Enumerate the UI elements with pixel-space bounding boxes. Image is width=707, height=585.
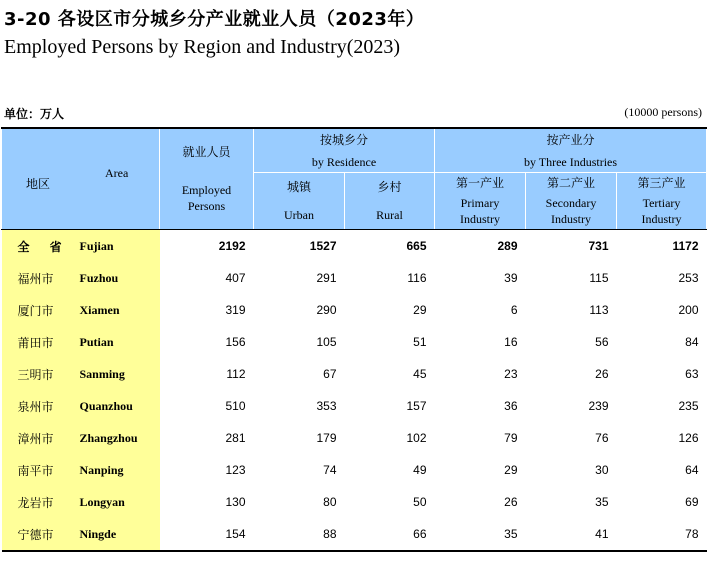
urban-header-cn: 城镇 (286, 180, 311, 194)
rural-header-en: Rural (376, 208, 403, 222)
area-header (2, 128, 160, 230)
region-name-cn: 泉州市 (2, 390, 74, 422)
region-name-cn: 南平市 (2, 454, 74, 486)
industries-header (435, 128, 707, 173)
secondary-header-en-2: Industry (551, 212, 591, 226)
region-name-en: Zhangzhou (74, 422, 160, 454)
primary-value: 39 (504, 271, 518, 285)
primary-value: 79 (504, 431, 518, 445)
table-row (2, 422, 707, 454)
region-name-cn: 漳州市 (2, 422, 74, 454)
region-name-cn: 全 省 (2, 230, 74, 263)
tertiary-value: 253 (678, 271, 699, 285)
employed-header (160, 128, 254, 230)
secondary-value: 76 (595, 431, 609, 445)
unit-label-chinese: 单位：万人 (4, 107, 65, 121)
region-name-cn: 龙岩市 (2, 486, 74, 518)
urban-value: 67 (323, 367, 337, 381)
employed-value: 2192 (218, 239, 246, 253)
primary-value: 23 (504, 367, 518, 381)
urban-value: 179 (316, 431, 337, 445)
table-row (2, 358, 707, 390)
urban-header (254, 173, 345, 230)
primary-value: 289 (497, 239, 518, 253)
unit-label-english: (10000 persons) (624, 105, 702, 119)
secondary-value: 115 (589, 271, 609, 285)
region-name-en: Nanping (74, 454, 160, 486)
tertiary-value: 126 (678, 431, 699, 445)
tertiary-value: 78 (617, 518, 707, 551)
secondary-value: 35 (595, 495, 609, 509)
employed-value: 112 (226, 367, 246, 381)
urban-value: 74 (323, 463, 337, 477)
primary-header-en-2: Industry (460, 212, 500, 226)
secondary-value: 26 (595, 367, 609, 381)
tertiary-value: 235 (678, 399, 699, 413)
region-name-en: Sanming (74, 358, 160, 390)
region-name-en: Fuzhou (74, 262, 160, 294)
primary-value: 16 (504, 335, 518, 349)
region-name-en: Longyan (74, 486, 160, 518)
table-row (2, 326, 707, 358)
region-name-cn: 宁德市 (2, 518, 74, 551)
area-header-en: Area (105, 166, 129, 180)
table-row (2, 390, 707, 422)
employed-value: 510 (225, 399, 246, 413)
table-row (2, 262, 707, 294)
employed-value: 123 (225, 463, 246, 477)
secondary-value: 239 (588, 399, 609, 413)
table-row (2, 294, 707, 326)
region-name-cn: 厦门市 (2, 294, 74, 326)
table-row-total (2, 230, 707, 263)
table-row (2, 518, 707, 551)
primary-value: 35 (435, 518, 526, 551)
urban-value: 353 (316, 399, 337, 413)
rural-value: 45 (413, 367, 427, 381)
region-name-en: Fujian (74, 230, 160, 263)
employed-header-en-2: Persons (187, 199, 226, 213)
region-name-cn: 莆田市 (2, 326, 74, 358)
employed-value: 407 (225, 271, 246, 285)
rural-value: 49 (413, 463, 427, 477)
employed-value: 156 (225, 335, 246, 349)
title-chinese: 3-20 各设区市分城乡分产业就业人员（2023年） (4, 9, 425, 30)
employed-value: 130 (225, 495, 246, 509)
tertiary-header-en-1: Tertiary (642, 196, 681, 210)
tertiary-value: 63 (685, 367, 699, 381)
region-name-en: Putian (74, 326, 160, 358)
tertiary-header-en-2: Industry (641, 212, 682, 226)
employed-value: 319 (225, 303, 246, 317)
title-english: Employed Persons by Region and Industry(2023) (4, 36, 401, 58)
primary-header (435, 173, 526, 230)
table-row (2, 486, 707, 518)
secondary-value: 731 (588, 239, 609, 253)
residence-header-en: by Residence (311, 154, 377, 169)
secondary-header-cn: 第二产业 (546, 176, 595, 190)
region-name-en: Xiamen (74, 294, 160, 326)
urban-header-en: Urban (284, 208, 314, 222)
urban-value: 105 (316, 335, 337, 349)
tertiary-value: 84 (685, 335, 699, 349)
tertiary-value: 69 (685, 495, 699, 509)
rural-value: 102 (406, 431, 427, 445)
tertiary-value: 1172 (672, 239, 699, 253)
primary-value: 26 (504, 495, 518, 509)
secondary-value: 56 (595, 335, 609, 349)
rural-value: 665 (406, 239, 427, 253)
employed-value: 154 (160, 518, 254, 551)
employed-value: 281 (225, 431, 246, 445)
urban-value: 291 (316, 271, 337, 285)
urban-value: 290 (316, 303, 337, 317)
rural-value: 29 (413, 303, 427, 317)
primary-header-cn: 第一产业 (455, 176, 504, 190)
secondary-header (526, 173, 617, 230)
tertiary-value: 200 (678, 303, 699, 317)
area-header-cn: 地区 (26, 177, 51, 191)
primary-value: 6 (510, 303, 518, 317)
region-name-cn: 三明市 (2, 358, 74, 390)
residence-header-cn: 按城乡分 (319, 132, 368, 147)
rural-value: 66 (345, 518, 435, 551)
rural-header-cn: 乡村 (377, 180, 402, 194)
employed-header-en-1: Employed (181, 183, 232, 197)
rural-value: 50 (413, 495, 427, 509)
urban-value: 80 (323, 495, 337, 509)
secondary-value: 41 (526, 518, 617, 551)
urban-value: 88 (254, 518, 345, 551)
region-name-en: Quanzhou (74, 390, 160, 422)
urban-value: 1527 (309, 239, 337, 253)
industries-header-cn: 按产业分 (546, 132, 595, 147)
primary-header-en-1: Primary (460, 196, 500, 210)
table-row (2, 454, 707, 486)
secondary-header-en-1: Secondary (545, 196, 597, 210)
primary-value: 29 (504, 463, 518, 477)
tertiary-value: 64 (685, 463, 699, 477)
rural-value: 51 (413, 335, 427, 349)
primary-value: 36 (504, 399, 518, 413)
industries-header-en: by Three Industries (523, 154, 618, 169)
region-name-cn: 福州市 (2, 262, 74, 294)
secondary-value: 113 (589, 303, 609, 317)
employment-table (1, 127, 707, 552)
residence-header (254, 128, 435, 173)
secondary-value: 30 (595, 463, 609, 477)
rural-value: 116 (407, 271, 427, 285)
rural-header (345, 173, 435, 230)
region-name-en: Ningde (74, 518, 160, 551)
tertiary-header (617, 173, 707, 230)
employed-header-cn: 就业人员 (182, 145, 231, 159)
rural-value: 157 (406, 399, 427, 413)
tertiary-header-cn: 第三产业 (637, 176, 686, 190)
